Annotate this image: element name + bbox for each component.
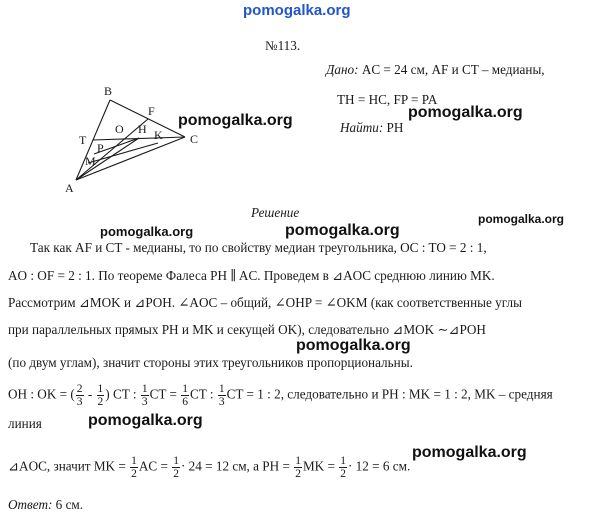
label-c: C [190,132,199,146]
label-f: F [148,104,155,118]
fraction: $\frac{1}{2}$ [131,455,137,480]
watermark: pomogalka.org [88,412,203,429]
ratio-start: OH : OK = ( [8,386,75,402]
solution-line-5: (по двум углам), значит стороны этих треугольников пропорциональны. [8,355,413,370]
fraction: $\frac{1}{2}$ [340,455,346,480]
solution-line-8 [8,455,410,480]
answer-label: Ответ: [8,497,53,512]
solution-line-6 [8,383,553,408]
label-p: P [97,141,104,155]
ph-result: · 12 = 6 см. [347,458,411,474]
label-o: O [115,122,124,136]
watermark: pomogalka.org [408,104,523,121]
watermark-top[interactable]: pomogalka.org [243,2,351,19]
watermark: pomogalka.org [285,222,400,239]
label-a: A [65,181,74,195]
watermark: pomogalka.org [478,212,565,226]
given-text: AC = 24 см, AF и CT – медианы, [361,62,545,77]
fraction: $\frac{1}{2}$ [173,455,179,480]
watermark: pomogalka.org [412,444,527,461]
solution-line-3: Рассмотрим ⊿MOK и ⊿POH. ∠AOC – общий, ∠OHP = ∠OKM (как соответственные углы [8,295,522,310]
watermark: pomogalka.org [296,337,411,354]
given-text-2: TH = HC, FP = PA [337,92,438,107]
ratio-ct: ) CT : [105,386,137,402]
solution-line-1: Так как AF и CT - медианы, то по свойству медиан треугольника, OC : TO = 2 : 1, [30,240,487,255]
answer-line [8,497,83,513]
ph-mk: MK = [302,458,335,474]
answer-text: 6 см. [55,497,84,512]
watermark: pomogalka.org [100,224,194,239]
label-t: T [79,133,87,147]
label-b: B [104,84,113,98]
given-label: Дано: [326,62,359,77]
ratio-ct: CT : [190,386,214,402]
solution-line-4: при параллельных прямых PH и MK и секущей OK), следовательно ⊿MOK ∼⊿POH [8,322,486,337]
fraction: $\frac{1}{3}$ [218,383,225,408]
mk-eq: ⊿AOC, значит MK = [8,458,126,474]
ratio-end: CT = 1 : 2, следовательно и PH : MK = 1 : 2, MK – средняя [226,386,553,402]
fraction: $\frac{1}{2}$ [295,455,301,480]
find-label: Найти: [340,120,384,135]
solution-heading: Решение [251,205,300,220]
fraction: $\frac{1}{2}$ [97,383,104,408]
label-h: H [138,122,147,136]
triangle-figure [60,80,210,195]
label-k: K [154,128,163,142]
ratio-ct: CT = [149,386,177,402]
find-line [340,120,403,136]
label-m: M [85,154,96,168]
fraction: $\frac{1}{6}$ [182,383,188,408]
given-line [326,62,545,78]
solution-line-7: линия [8,416,42,431]
fraction: $\frac{2}{3}$ [76,383,83,408]
fraction: $\frac{1}{3}$ [141,383,148,408]
solution-line-2: AO : OF = 2 : 1. По теореме Фалеса PH ∥ AC. Проведем в ⊿AOC среднюю линию MK. [8,268,495,283]
minus: - [84,386,96,402]
problem-number: №113. [265,38,301,53]
mk-ac: AC = [138,458,168,474]
watermark: pomogalka.org [178,112,293,129]
find-text: PH [386,120,404,135]
mk-result: · 24 = 12 см, а PH = [180,458,290,474]
